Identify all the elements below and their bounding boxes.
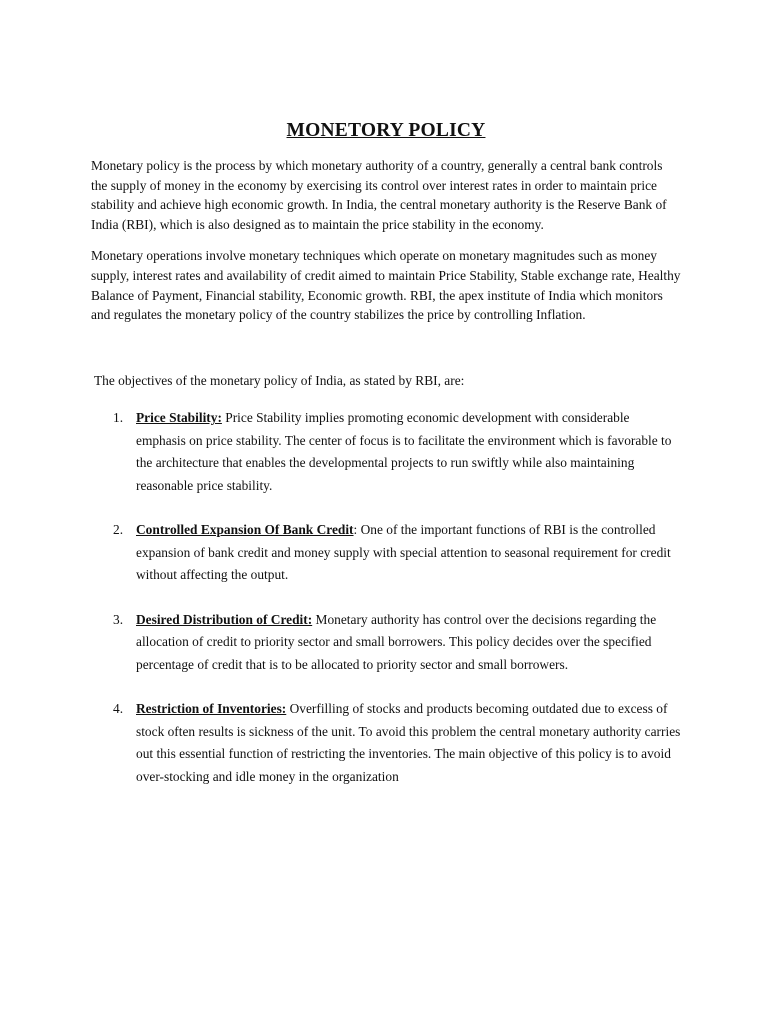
- paragraph-operations: Monetary operations involve monetary techniques which operate on monetary magnitudes such as money supply, interest rates and availability of credit aimed to maintain Price Stability, Stable exchange rate, Healthy Balance of Payment, Financial stability, Economic growth. RBI, the apex institute of India which monitors and regulates the monetary policy of the country stabilizes the price by controlling Inflation.: [91, 248, 681, 323]
- list-item-number: 3.: [113, 611, 124, 627]
- list-item-number: 1.: [113, 410, 124, 426]
- list-item-number: 4.: [113, 701, 124, 717]
- list-item-term: Price Stability:: [136, 410, 222, 426]
- list-item-text: : One of the important functions of RBI is the controlled expansion of bank credit and money supply with special attention to seasonal requirement for credit without affecting the output.: [136, 522, 671, 583]
- list-item-text: Monetary authority has control over the decisions regarding the allocation of credit to priority sector and small borrowers. This policy decides over the specified percentage of credit that is to be allocated to priority sector and small borrowers.: [136, 611, 657, 672]
- list-item: [91, 698, 681, 788]
- list-item-number: 2.: [113, 522, 124, 538]
- list-item-term: Desired Distribution of Credit:: [136, 611, 313, 627]
- list-item-text: Overfilling of stocks and products becoming outdated due to excess of stock often results is sickness of the unit. To avoid this problem the central monetary authority carries out this essential function of restricting the inventories. The main objective of this policy is to avoid over-stocking and idle money in the organization: [136, 701, 681, 784]
- paragraph-definition: Monetary policy is the process by which monetary authority of a country, generally a central bank controls the supply of money in the economy by exercising its control over interest rates in order to maintain price stability and achieve high economic growth. In India, the central monetary authority is the Reserve Bank of India (RBI), which is also designed as to maintain the price stability in the economy.: [91, 158, 667, 232]
- page-title: MONETORY POLICY: [286, 120, 486, 141]
- list-item: [91, 609, 681, 677]
- objectives-intro: The objectives of the monetary policy of India, as stated by RBI, are:: [94, 372, 465, 388]
- list-item-term: Restriction of Inventories:: [136, 701, 287, 717]
- list-item-term: Controlled Expansion Of Bank Credit: [136, 522, 354, 538]
- list-item: [91, 407, 681, 497]
- objectives-list: [91, 407, 681, 788]
- list-item-text: Price Stability implies promoting economic development with considerable emphasis on price stability. The center of focus is to facilitate the environment which is favorable to the architecture that enables the developmental projects to run swiftly while also maintaining reasonable price stability.: [136, 410, 672, 493]
- document-page: [91, 120, 681, 810]
- list-item: [91, 519, 681, 587]
